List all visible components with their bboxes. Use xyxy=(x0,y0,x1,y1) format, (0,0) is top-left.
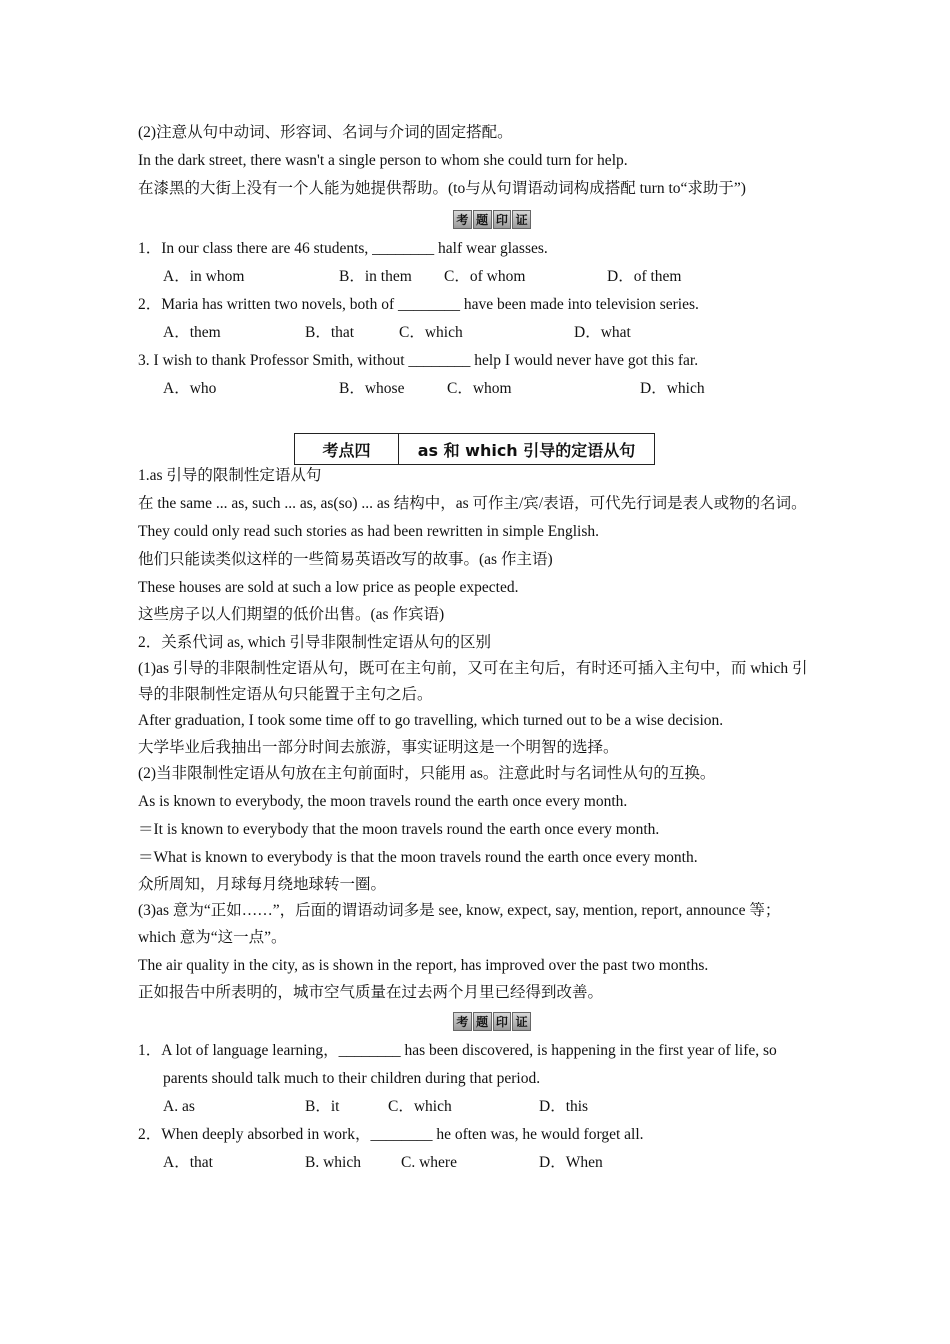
body-line: (3)as 意为“正如……”，后面的谓语动词多是 see, know, expect, say, mention, report, announce 等； xyxy=(138,902,781,919)
badge-char: 考 xyxy=(453,1012,472,1031)
body-line: 在 the same ... as, such ... as, as(so) ... as 结构中，as 可作主/宾/表语，可代先行词是表人或物的名词。 xyxy=(138,495,807,512)
badge-char: 印 xyxy=(493,210,512,229)
quiz1-q3-option-a: A．who xyxy=(163,380,217,397)
badge-char: 考 xyxy=(453,210,472,229)
quiz1-q1-option-c: C．of whom xyxy=(444,268,526,285)
body-line: 正如报告中所表明的，城市空气质量在过去两个月里已经得到改善。 xyxy=(138,984,604,1001)
quiz1-q2-option-d: D．what xyxy=(574,324,631,341)
body-line: 1.as 引导的限制性定语从句 xyxy=(138,467,322,484)
quiz2-q2-option-c: C. where xyxy=(401,1154,457,1171)
body-line: They could only read such stories as had been rewritten in simple English. xyxy=(138,523,600,540)
quiz2-q1-option-b: B．it xyxy=(305,1098,340,1115)
quiz1-question-1: 1．In our class there are 46 students, ________ half wear glasses. xyxy=(138,240,548,257)
quiz2-q2-option-a: A．that xyxy=(163,1154,213,1171)
quiz2-question-2: 2．When deeply absorbed in work，________ he often was, he would forget all. xyxy=(138,1126,644,1143)
body-line: which 意为“这一点”。 xyxy=(138,929,287,946)
body-line: 2．关系代词 as, which 引导非限制性定语从句的区别 xyxy=(138,634,492,651)
body-line: (1)as 引导的非限制性定语从句，既可在主句前，又可在主句后，有时还可插入主句中，而 which 引 xyxy=(138,660,808,677)
badge-char: 题 xyxy=(473,210,492,229)
section-heading-box xyxy=(294,433,655,465)
quiz1-q1-option-a: A．in whom xyxy=(163,268,245,285)
body-line: (2)当非限制性定语从句放在主句前面时，只能用 as。注意此时与名词性从句的互换。 xyxy=(138,765,716,782)
quiz1-q2-option-a: A．them xyxy=(163,324,221,341)
body-line: 导的非限制性定语从句只能置于主句之后。 xyxy=(138,686,433,703)
body-line: ＝It is known to everybody that the moon travels round the earth once every month. xyxy=(138,821,660,838)
badge-char: 印 xyxy=(493,1012,512,1031)
intro-example-en: In the dark street, there wasn't a single person to whom she could turn for help. xyxy=(138,152,628,169)
quiz1-question-2: 2．Maria has written two novels, both of ________ have been made into television series. xyxy=(138,296,699,313)
body-line: ＝What is known to everybody is that the moon travels round the earth once every month. xyxy=(138,849,698,866)
section-title: as 和 which 引导的定语从句 xyxy=(417,440,636,460)
exam-badge-icon xyxy=(453,1012,531,1031)
quiz1-q1-option-d: D．of them xyxy=(607,268,682,285)
quiz1-q3-option-c: C．whom xyxy=(447,380,512,397)
quiz2-q1-option-c: C．which xyxy=(388,1098,452,1115)
exam-badge-icon xyxy=(453,210,531,229)
body-line: 众所周知，月球每月绕地球转一圈。 xyxy=(138,876,387,893)
quiz2-q1-option-d: D．this xyxy=(539,1098,589,1115)
quiz1-q1-option-b: B．in them xyxy=(339,268,412,285)
body-line: 他们只能读类似这样的一些简易英语改写的故事。(as 作主语) xyxy=(138,551,553,568)
intro-example-zh: 在漆黑的大街上没有一个人能为她提供帮助。(to与从句谓语动词构成搭配 turn to“求助于”) xyxy=(138,180,746,197)
quiz2-q2-option-d: D．When xyxy=(539,1154,603,1171)
body-line: As is known to everybody, the moon travels round the earth once every month. xyxy=(138,793,628,810)
quiz1-q3-option-b: B．whose xyxy=(339,380,405,397)
badge-char: 题 xyxy=(473,1012,492,1031)
quiz2-question-1: 1．A lot of language learning，________ has been discovered, is happening in the first year of life, so xyxy=(138,1042,777,1059)
quiz1-q3-option-d: D．which xyxy=(640,380,705,397)
quiz1-question-3: 3. I wish to thank Professor Smith, without ________ help I would never have got this far. xyxy=(138,352,699,369)
section-label: 考点四 xyxy=(295,434,399,464)
intro-point-2: (2)注意从句中动词、形容词、名词与介词的固定搭配。 xyxy=(138,124,513,141)
body-line: 大学毕业后我抽出一部分时间去旅游，事实证明这是一个明智的选择。 xyxy=(138,739,619,756)
body-line: The air quality in the city, as is shown in the report, has improved over the past two months. xyxy=(138,957,709,974)
quiz2-question-1-cont: parents should talk much to their children during that period. xyxy=(163,1070,541,1087)
quiz2-q1-option-a: A. as xyxy=(163,1098,195,1115)
quiz1-q2-option-b: B．that xyxy=(305,324,355,341)
body-line: After graduation, I took some time off to go travelling, which turned out to be a wise decision. xyxy=(138,712,724,729)
badge-char: 证 xyxy=(512,1012,531,1031)
body-line: 这些房子以人们期望的低价出售。(as 作宾语) xyxy=(138,606,445,623)
quiz1-q2-option-c: C．which xyxy=(399,324,463,341)
body-line: These houses are sold at such a low price as people expected. xyxy=(138,579,519,596)
quiz2-q2-option-b: B. which xyxy=(305,1154,361,1171)
badge-char: 证 xyxy=(512,210,531,229)
